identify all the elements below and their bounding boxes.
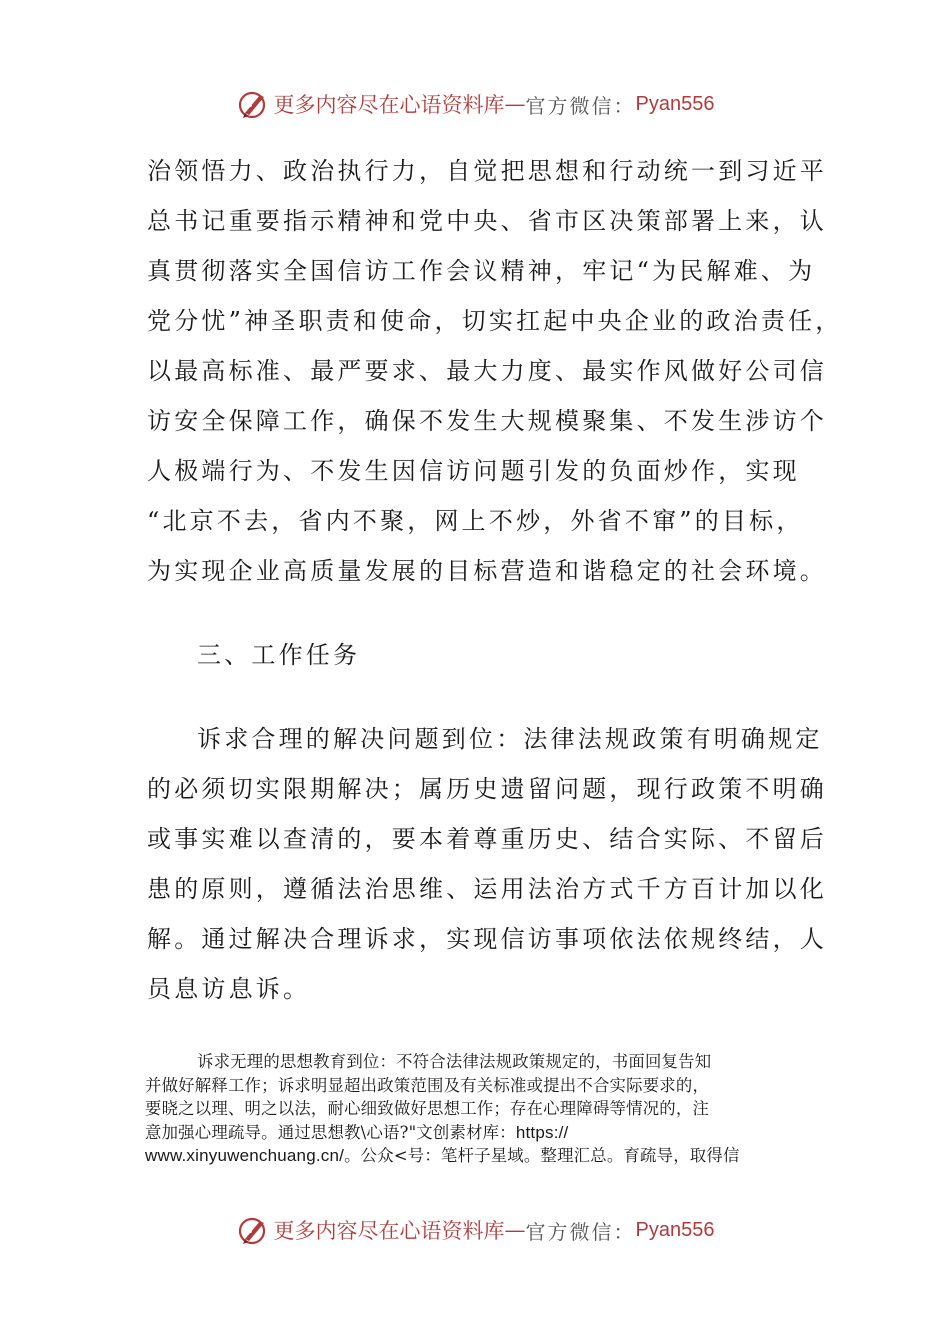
paragraph-line: 总书记重要指示精神和党中央、省市区决策部署上来，认	[147, 207, 827, 235]
banner-dash: —	[504, 92, 526, 116]
small-line-text: 。公众<号：笔杆子星域。整理汇总。育疏导，取得信	[344, 1146, 740, 1165]
banner-wechat-label: 官方微信：	[525, 1219, 636, 1244]
small-line: 并做好解释工作；诉求明显超出政策范围及有关标准或提出不合实际要求的，	[145, 1075, 710, 1095]
paragraph-line: 为实现企业高质量发展的目标营造和谐稳定的社会环境。	[147, 557, 827, 585]
paragraph-line: 访安全保障工作，确保不发生大规模聚集、不发生涉访个	[147, 407, 827, 435]
url-link: www.xinyuwenchuang.cn/	[145, 1146, 345, 1165]
paragraph-line: 以最高标准、最严要求、最大力度、最实作风做好公司信	[147, 357, 827, 385]
url-fragment: https://	[515, 1122, 569, 1142]
paragraph-line: “北京不去，省内不聚，网上不炒，外省不窜”的目标，	[147, 507, 804, 535]
pen-logo-icon	[236, 87, 270, 121]
banner-wechat-id: Pyan556	[635, 1218, 715, 1241]
paragraph-line: 或事实难以查清的，要本着尊重历史、结合实际、不留后	[147, 825, 827, 853]
pen-logo-icon	[236, 1213, 270, 1247]
header-banner	[0, 84, 950, 124]
paragraph-line: 患的原则，遵循法治思维、运用法治方式千方百计加以化	[147, 875, 827, 903]
banner-wechat-label: 官方微信：	[525, 93, 636, 118]
paragraph-line: 真贯彻落实全国信访工作会议精神，牢记“为民解难、为	[147, 257, 816, 285]
paragraph-line: 诉求合理的解决问题到位：法律法规政策有明确规定	[197, 725, 823, 753]
paragraph-line: 治领悟力、政治执行力，自觉把思想和行动统一到习近平	[147, 157, 827, 185]
footer-banner	[0, 1210, 950, 1250]
banner-dash: —	[504, 1218, 526, 1242]
banner-brand-text: 更多内容尽在心语资料库	[273, 93, 505, 117]
small-line-text: 意加强心理疏导。通过思想教\心语?"文创素材库：	[145, 1122, 516, 1142]
paragraph-line: 人极端行为、不发生因信访问题引发的负面炒作，实现	[147, 457, 800, 485]
small-line	[145, 1121, 805, 1145]
section-heading: 三、工作任务	[197, 641, 361, 669]
paragraph-line: 解。通过解决合理诉求，实现信访事项依法依规终结，人	[147, 925, 827, 953]
small-paragraph	[145, 1050, 805, 1168]
banner-brand-text: 更多内容尽在心语资料库	[273, 1219, 505, 1243]
small-line: 诉求无理的思想教育到位：不符合法律法规政策规定的，书面回复告知	[197, 1052, 712, 1071]
document-body	[147, 146, 843, 1014]
banner-wechat-id: Pyan556	[635, 92, 715, 115]
paragraph-line: 的必须切实限期解决；属历史遗留问题，现行政策不明确	[147, 775, 827, 803]
small-line: 要晓之以理、明之以法，耐心细致做好思想工作；存在心理障碍等情况的，注	[145, 1099, 710, 1118]
paragraph-line: 员息访息诉。	[147, 975, 311, 1003]
paragraph-line: 党分忧”神圣职责和使命，切实扛起中央企业的政治责任，	[147, 307, 843, 335]
small-line	[145, 1144, 805, 1168]
